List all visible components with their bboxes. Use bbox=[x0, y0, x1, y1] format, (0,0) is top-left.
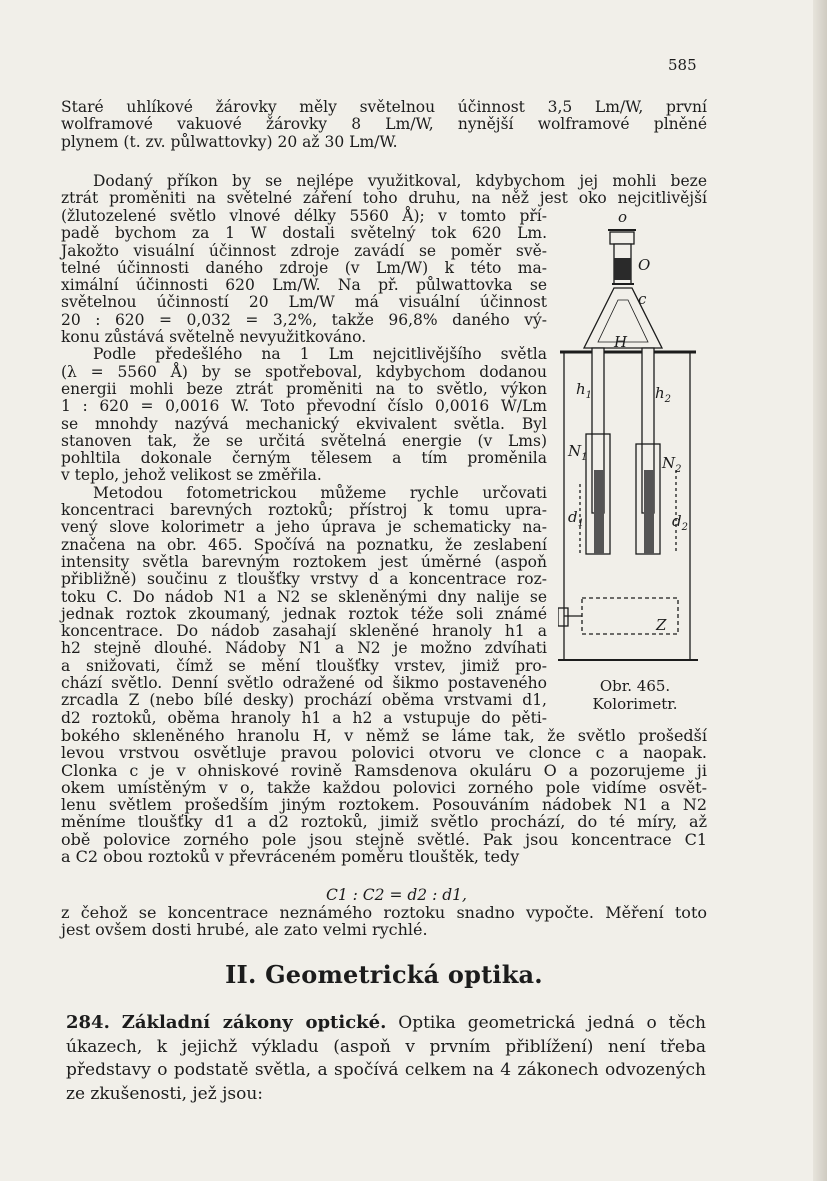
text-line: a C2 obou roztoků v převráceném poměru tlouštěk, tedy bbox=[61, 847, 520, 867]
text-line: se mnohdy nazývá mechanický ekvivalent světla. Byl bbox=[61, 414, 547, 433]
text-line: v teplo, jehož velikost se změřila. bbox=[61, 466, 322, 485]
text-line: Podle předešlého na 1 Lm nejcitlivějšího světla bbox=[93, 345, 547, 364]
text-line: okem umístěným v o, takže každou polovici zorného pole vidíme osvět- bbox=[61, 777, 707, 797]
text-line: stanoven tak, že se určitá světelná energie (v Lms) bbox=[61, 431, 547, 450]
intro-paragraph bbox=[61, 99, 707, 151]
text-line: (žlutozelené světlo vlnové délky 5560 Å); v tomto pří- bbox=[61, 207, 547, 225]
text-line: Dodaný příkon by se nejlépe využitkoval, kdybychom jej mohli beze bbox=[93, 172, 707, 190]
text-line: Staré uhlíkové žárovky měly světelnou účinnost 3,5 Lm/W, první bbox=[61, 98, 707, 116]
text-line: konu zůstává světelně nevyužitkováno. bbox=[61, 328, 367, 347]
label-O: O bbox=[638, 256, 651, 274]
text-line: (λ = 5560 Å) by se spotřeboval, kdybychom dodanou bbox=[61, 362, 547, 381]
text-line: toku C. Do nádob N1 a N2 se skleněnými dny nalije se bbox=[61, 587, 547, 606]
text-line: levou vrstvou osvětluje pravou polovici otvoru ve clonce c a naopak. bbox=[61, 743, 707, 763]
text-line: 20 : 620 = 0,032 = 3,2%, takže 96,8% daného vý- bbox=[61, 310, 547, 329]
wide-column-text bbox=[61, 727, 707, 865]
section-paragraph bbox=[66, 1011, 706, 1106]
text-line: Clonka c je v ohniskové rovině Ramsdenova okuláru O a pozorujeme ji bbox=[61, 760, 707, 780]
text-line: koncentraci barevných roztoků; přístroj k tomu upra- bbox=[61, 501, 547, 520]
colorimeter-figure bbox=[558, 208, 708, 676]
page-number: 585 bbox=[668, 56, 697, 74]
text-line: Jakožto visuální účinnost zdroje zavádí se poměr svě- bbox=[61, 241, 547, 260]
text-line: lenu světlem prošedším jiným roztokem. Posouváním nádobek N1 a N2 bbox=[61, 795, 707, 815]
text-line: světelnou účinností 20 Lm/W má visuální účinnost bbox=[61, 293, 547, 312]
text-line: telné účinnosti daného zdroje (v Lm/W) k této ma- bbox=[61, 258, 547, 277]
text-line: ztrát proměniti na světelné záření toho druhu, na něž jest oko nejcitlivější bbox=[61, 189, 707, 208]
text-line: a snižovati, čímž se mění tloušťky vrstev, jimiž pro- bbox=[61, 656, 547, 675]
eyepiece-lens bbox=[610, 232, 634, 244]
text-line: wolframové vakuové žárovky 8 Lm/W, nynější wolframové plněné bbox=[61, 115, 707, 134]
label-h2: $h_2$ bbox=[655, 384, 672, 405]
text-line: značena na obr. 465. Spočívá na poznatku, že zeslabení bbox=[61, 535, 547, 554]
label-o: o bbox=[618, 208, 628, 226]
text-line: plynem (t. zv. půlwattovky) 20 až 30 Lm/W. bbox=[61, 132, 398, 151]
narrow-column-text bbox=[61, 208, 547, 727]
screw-left bbox=[594, 470, 604, 554]
eyepiece-dark bbox=[614, 258, 631, 280]
figure-title: Kolorimetr. bbox=[592, 694, 678, 713]
text-line: zrcadla Z (nebo bílé desky) prochází oběma vrstvami d1, bbox=[61, 691, 547, 710]
page-edge-shadow bbox=[813, 0, 827, 1181]
text-line: d2 roztoků, oběma hranoly h1 a h2 a vstupuje do pěti- bbox=[61, 708, 547, 727]
label-d1: $d_1$ bbox=[568, 508, 584, 529]
text-line: z čehož se koncentrace neznámého roztoku snadno vypočte. Měření toto bbox=[61, 903, 707, 922]
figure-caption bbox=[560, 678, 710, 713]
text-line: energii mohli beze ztrát proměniti na to světlo, výkon bbox=[61, 379, 547, 398]
text-line: bokého skleněného hranolu H, v němž se láme tak, že světlo prošedší bbox=[61, 726, 707, 745]
label-c: c bbox=[638, 290, 647, 308]
label-Z: Z bbox=[656, 616, 667, 634]
label-H: H bbox=[614, 333, 628, 351]
text-line: intensity světla barevným roztokem jest úměrné (aspoň bbox=[61, 552, 547, 571]
text-line: Metodou fotometrickou můžeme rychle určovati bbox=[93, 483, 547, 502]
text-line: pohltila dokonale černým tělesem a tím proměnila bbox=[61, 449, 547, 468]
text-line: h2 stejně dlouhé. Nádoby N1 a N2 je možno zdvíhati bbox=[61, 639, 547, 658]
mirror-knob bbox=[558, 608, 568, 626]
paragraph-wide-top bbox=[61, 173, 707, 208]
figure-number: Obr. 465. bbox=[599, 677, 671, 695]
text-line: 1 : 620 = 0,0016 W. Toto převodní číslo 0,0016 W/Lm bbox=[61, 397, 547, 416]
label-N2: $N_2$ bbox=[662, 454, 682, 475]
chapter-heading: II. Geometrická optika. bbox=[225, 960, 543, 989]
text-line: ximální účinnosti 620 Lm/W. Na př. půlwattovka se bbox=[61, 276, 547, 295]
text-line: chází světlo. Denní světlo odražené od šikmo postaveného bbox=[61, 674, 547, 693]
label-h1: $h_1$ bbox=[576, 380, 593, 401]
text-line: obě polovice zorného pole jsou stejně světlé. Pak jsou koncentrace C1 bbox=[61, 829, 707, 849]
text-line: jednak roztok zkoumaný, jednak roztok téže soli známé bbox=[61, 604, 547, 623]
section-title: Základní zákony optické. bbox=[121, 1012, 387, 1033]
closing-paragraph bbox=[61, 904, 707, 939]
label-d2: $d_2$ bbox=[672, 512, 688, 533]
text-line: přibližně) součinu z tloušťky vrstvy d a koncentrace roz- bbox=[61, 570, 547, 589]
section-text: Optika geometrická jedná o těch úkazech, k jejichž výkladu (aspoň v prvním přiblížení) není třeba představy o podstatě světla, a spočívá celkem na 4 zákonech odvozených ze zkušenosti, jež jsou: bbox=[66, 1013, 707, 1104]
formula: C1 : C2 = d2 : d1, bbox=[326, 886, 467, 904]
text-line: měníme tloušťky d1 a d2 roztoků, jimiž světlo prochází, do té míry, až bbox=[61, 812, 707, 832]
text-line: koncentrace. Do nádob zasahají skleněné hranoly h1 a bbox=[61, 622, 547, 641]
section-number: 284. bbox=[66, 1012, 110, 1033]
screw-right bbox=[644, 470, 654, 554]
text-line: vený slove kolorimetr a jeho úprava je schematicky na- bbox=[61, 518, 547, 537]
text-line: padě bychom za 1 W dostali světelný tok 620 Lm. bbox=[61, 224, 547, 243]
text-line: jest ovšem dosti hrubé, ale zato velmi rychlé. bbox=[61, 920, 428, 940]
label-N1: $N_1$ bbox=[568, 442, 588, 463]
